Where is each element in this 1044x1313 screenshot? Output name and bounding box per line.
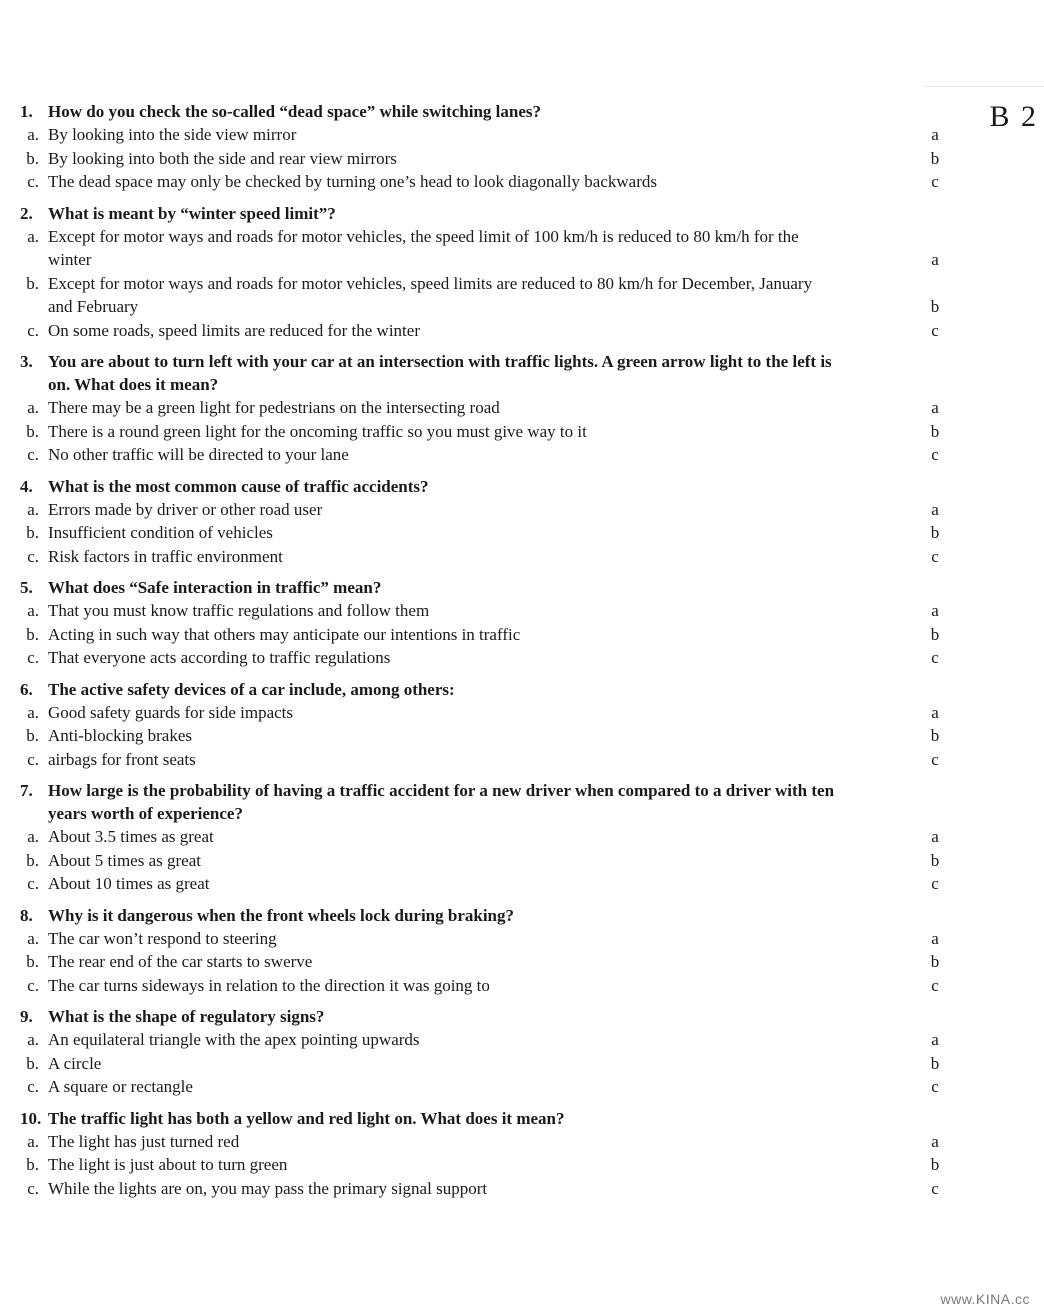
answer-option — [20, 147, 960, 171]
answer-mark: c — [931, 445, 939, 464]
question-3 — [20, 350, 960, 467]
option-letter: b. — [26, 1155, 39, 1174]
option-text: While the lights are on, you may pass the primary signal support — [48, 1178, 488, 1198]
answer-option — [20, 1153, 960, 1177]
answer-mark: b — [930, 523, 940, 542]
answer-mark: a — [931, 250, 939, 269]
option-text: On some roads, speed limits are reduced for the winter — [48, 320, 420, 340]
answer-option — [20, 872, 960, 896]
answer-option — [20, 272, 960, 319]
question-title — [20, 1005, 840, 1028]
question-text: What is meant by “winter speed limit”? — [48, 203, 336, 223]
question-number: 8. — [20, 905, 33, 925]
option-text: The light has just turned red — [48, 1131, 240, 1151]
answer-mark: b — [930, 421, 940, 441]
answer-option — [20, 545, 960, 569]
option-text: That you must know traffic regulations and follow them — [48, 601, 430, 620]
answer-mark: a — [931, 928, 939, 948]
option-letter: a. — [27, 1131, 39, 1151]
answer-option — [20, 396, 960, 420]
option-text: About 5 times as great — [48, 850, 201, 870]
option-letter: a. — [27, 125, 39, 144]
option-letter: b. — [26, 850, 39, 870]
question-number: 6. — [20, 679, 33, 699]
question-number: 10. — [20, 1108, 42, 1128]
option-text: The car turns sideways in relation to the direction it was going to — [48, 975, 490, 995]
option-text: Risk factors in traffic environment — [48, 546, 283, 566]
question-title — [20, 475, 840, 498]
option-text: An equilateral triangle with the apex pointing upwards — [48, 1030, 420, 1049]
answer-mark: a — [931, 827, 939, 846]
answer-option — [20, 599, 960, 623]
answer-mark: c — [931, 1178, 939, 1198]
option-text: No other traffic will be directed to your lane — [48, 445, 349, 464]
option-text: There is a round green light for the oncoming traffic so you must give way to it — [48, 421, 587, 441]
option-text: There may be a green light for pedestrians on the intersecting road — [48, 398, 500, 417]
answer-mark: b — [930, 148, 940, 168]
option-letter: a. — [27, 928, 39, 948]
option-text: The light is just about to turn green — [48, 1155, 288, 1174]
option-text: Except for motor ways and roads for motor vehicles, speed limits are reduced to 80 km/h for December, January and February — [48, 273, 813, 316]
answer-option — [20, 1130, 960, 1154]
option-letter: a. — [27, 601, 39, 620]
answer-mark: c — [931, 749, 939, 769]
option-text: Good safety guards for side impacts — [48, 702, 294, 722]
question-list — [20, 100, 960, 1208]
answer-option — [20, 825, 960, 849]
answer-mark: c — [931, 172, 939, 191]
answer-option — [20, 170, 960, 194]
answer-mark: a — [931, 1131, 939, 1151]
option-text: That everyone acts according to traffic regulations — [48, 648, 391, 667]
option-text: The dead space may only be checked by turning one’s head to look diagonally backwards — [48, 172, 657, 191]
answer-option — [20, 1177, 960, 1201]
question-title — [20, 904, 840, 927]
option-text: About 3.5 times as great — [48, 827, 214, 846]
answer-mark: c — [931, 975, 939, 995]
question-title — [20, 779, 840, 825]
answer-option — [20, 1028, 960, 1052]
option-letter: a. — [27, 499, 39, 519]
option-letter: c. — [27, 1178, 39, 1198]
question-number: 2. — [20, 203, 33, 223]
answer-mark: c — [931, 648, 939, 667]
option-letter: b. — [26, 148, 39, 168]
answer-option — [20, 623, 960, 647]
answer-mark: c — [931, 874, 939, 893]
question-5 — [20, 576, 960, 670]
question-7 — [20, 779, 960, 896]
option-letter: c. — [27, 1077, 39, 1096]
option-text: Errors made by driver or other road user — [48, 499, 323, 519]
question-text: Why is it dangerous when the front wheels lock during braking? — [48, 905, 514, 925]
answer-mark: b — [930, 1053, 940, 1073]
option-letter: c. — [27, 445, 39, 464]
answer-mark: a — [931, 1030, 939, 1049]
question-title — [20, 576, 840, 599]
option-letter: b. — [26, 421, 39, 441]
question-text: How do you check the so-called “dead space” while switching lanes? — [48, 102, 542, 121]
option-letter: a. — [27, 702, 39, 722]
option-letter: b. — [26, 523, 39, 542]
option-letter: c. — [27, 749, 39, 769]
answer-mark: b — [930, 952, 940, 971]
question-text: The active safety devices of a car include, among others: — [48, 679, 455, 699]
question-text: What is the shape of regulatory signs? — [48, 1007, 325, 1026]
option-letter: c. — [27, 320, 39, 340]
answer-option — [20, 646, 960, 670]
header-rule — [924, 86, 1044, 87]
answer-option — [20, 443, 960, 467]
option-letter: c. — [27, 874, 39, 893]
option-text: By looking into both the side and rear view mirrors — [48, 148, 397, 168]
answer-option — [20, 420, 960, 444]
option-letter: b. — [26, 726, 39, 745]
question-text: What does “Safe interaction in traffic” mean? — [48, 578, 382, 597]
answer-mark: b — [930, 726, 940, 745]
answer-mark: a — [931, 125, 939, 144]
question-8 — [20, 904, 960, 998]
answer-option — [20, 724, 960, 748]
option-letter: b. — [26, 273, 39, 293]
question-4 — [20, 475, 960, 569]
answer-mark: b — [930, 1155, 940, 1174]
question-2 — [20, 202, 960, 343]
option-letter: b. — [26, 624, 39, 644]
option-letter: c. — [27, 546, 39, 566]
answer-option — [20, 319, 960, 343]
question-title — [20, 678, 840, 701]
answer-mark: c — [931, 1077, 939, 1096]
answer-option — [20, 521, 960, 545]
question-text: The traffic light has both a yellow and red light on. What does it mean? — [48, 1108, 565, 1128]
answer-mark: a — [931, 601, 939, 620]
question-text: What is the most common cause of traffic accidents? — [48, 476, 429, 496]
option-text: airbags for front seats — [48, 749, 196, 769]
option-text: The car won’t respond to steering — [48, 928, 277, 948]
answer-mark: a — [931, 398, 939, 417]
option-letter: b. — [26, 952, 39, 971]
option-letter: c. — [27, 975, 39, 995]
question-10 — [20, 1107, 960, 1201]
answer-option — [20, 225, 960, 272]
question-1 — [20, 100, 960, 194]
watermark: www.KINA.cc — [940, 1291, 1030, 1307]
option-text: The rear end of the car starts to swerve — [48, 952, 313, 971]
answer-option — [20, 849, 960, 873]
question-number: 9. — [20, 1007, 33, 1026]
answer-option — [20, 748, 960, 772]
question-6 — [20, 678, 960, 772]
option-letter: a. — [27, 1030, 39, 1049]
option-letter: b. — [26, 1053, 39, 1073]
option-letter: c. — [27, 648, 39, 667]
answer-option — [20, 927, 960, 951]
answer-option — [20, 123, 960, 147]
question-title — [20, 350, 840, 396]
option-text: Anti-blocking brakes — [48, 726, 192, 745]
question-text: You are about to turn left with your car at an intersection with traffic lights. A green arrow light to the left is on. What does it mean? — [48, 352, 832, 394]
question-title — [20, 100, 840, 123]
answer-mark: b — [930, 850, 940, 870]
answer-option — [20, 950, 960, 974]
answer-option — [20, 701, 960, 725]
answer-option — [20, 498, 960, 522]
option-letter: a. — [27, 226, 39, 246]
option-letter: c. — [27, 172, 39, 191]
question-number: 3. — [20, 352, 33, 371]
option-text: Except for motor ways and roads for motor vehicles, the speed limit of 100 km/h is reduced to 80 km/h for the winter — [48, 226, 799, 269]
question-title — [20, 1107, 840, 1130]
option-text: Acting in such way that others may anticipate our intentions in traffic — [48, 624, 521, 644]
page-code: B 2 — [989, 100, 1038, 133]
option-text: A square or rectangle — [48, 1077, 193, 1096]
question-9 — [20, 1005, 960, 1099]
answer-mark: b — [930, 624, 940, 644]
answer-mark: c — [931, 546, 939, 566]
option-text: By looking into the side view mirror — [48, 125, 297, 144]
answer-option — [20, 974, 960, 998]
question-text: How large is the probability of having a traffic accident for a new driver when compared to a driver with ten years worth of experience? — [48, 781, 835, 823]
option-letter: a. — [27, 398, 39, 417]
question-number: 4. — [20, 476, 33, 496]
answer-mark: a — [931, 702, 939, 722]
option-text: Insufficient condition of vehicles — [48, 523, 273, 542]
option-letter: a. — [27, 827, 39, 846]
question-number: 1. — [20, 102, 33, 121]
answer-mark: a — [931, 499, 939, 519]
question-number: 7. — [20, 781, 33, 800]
answer-option — [20, 1052, 960, 1076]
answer-option — [20, 1075, 960, 1099]
answer-mark: c — [931, 320, 939, 340]
question-title — [20, 202, 840, 225]
answer-mark: b — [930, 297, 940, 316]
option-text: About 10 times as great — [48, 874, 210, 893]
question-number: 5. — [20, 578, 33, 597]
option-text: A circle — [48, 1053, 102, 1073]
